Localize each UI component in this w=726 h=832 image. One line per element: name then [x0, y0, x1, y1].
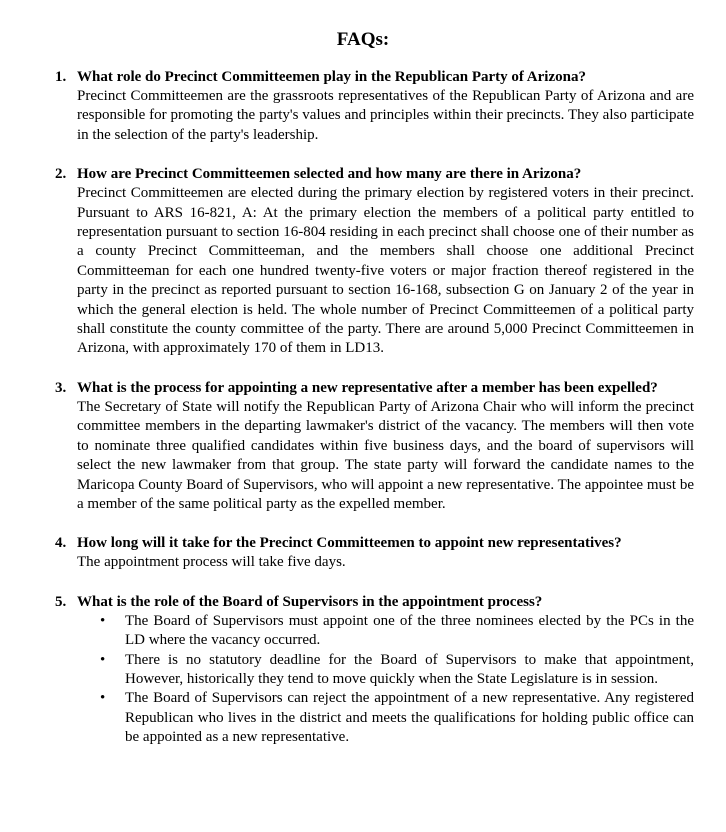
faq-item	[0, 534, 726, 572]
bullet-icon: •	[100, 651, 106, 668]
faq-question: What role do Precinct Committeemen play in the Republican Party of Arizona?	[77, 69, 586, 85]
faq-number: 2.	[55, 166, 67, 183]
faq-number: 1.	[55, 69, 67, 85]
faq-item	[0, 593, 726, 748]
faq-number: 4.	[55, 535, 67, 552]
faq-answer: Precinct Committeemen are the grassroots representatives of the Republican Party of Arizona and are responsible for promoting the party's values and principles within their precincts. They also participate in the selection of the party's leadership.	[77, 88, 694, 143]
list-item	[77, 651, 694, 690]
faq-item	[0, 165, 726, 359]
faq-item	[0, 68, 726, 145]
list-item-text: The Board of Supervisors must appoint one of the three nominees elected by the PCs in the LD where the vacancy occurred.	[125, 612, 694, 649]
faq-list	[0, 51, 726, 748]
faq-answer: The Secretary of State will notify the Republican Party of Arizona Chair who will inform the precinct committee members in the departing lawmaker's district of the vacancy. The members will then vote to nominate three qualified candidates within five business days, and the board of supervisors will select the new lawmaker from that group. The state party will forward the candidate names to the Maricopa County Board of Supervisors, who will appoint a new representative. The appointee must be a member of the same political party as the expelled member.	[77, 398, 694, 512]
bullet-icon: •	[100, 612, 106, 629]
faq-item	[0, 379, 726, 514]
faq-question: How are Precinct Committeemen selected and how many are there in Arizona?	[77, 166, 582, 183]
page-title: FAQs:	[336, 29, 390, 50]
faq-answer: Precinct Committeemen are elected during the primary election by registered voters in their precinct. Pursuant to ARS 16-821, A: At the primary election the members of a political party entitled to representation pursuant to section 16-804 residing in each precinct shall choose one of their number as a county Precinct Committeeman, and the members shall choose one additional Precinct Committeeman for each one hundred twenty-five voters or major fraction thereof registered in the party in the precinct as reported pursuant to section 16-168, subsection G on January 2 of the year in which the general election is held. The whole number of Precinct Committeemen of a political party shall constitute the county committee of the party. There are around 5,000 Precinct Committeemen in Arizona, with approximately 170 of them in LD13.	[77, 185, 694, 357]
faq-number: 3.	[55, 379, 67, 396]
faq-answer: The appointment process will take five days.	[77, 554, 346, 571]
list-item	[77, 689, 694, 747]
faq-question: What is the process for appointing a new representative after a member has been expelled?	[77, 379, 658, 396]
faq-question: What is the role of the Board of Supervisors in the appointment process?	[77, 593, 543, 610]
bullet-icon: •	[100, 690, 106, 707]
faq-question: How long will it take for the Precinct Committeemen to appoint new representatives?	[77, 535, 622, 552]
list-item-text: The Board of Supervisors can reject the appointment of a new representative. Any registered Republican who lives in the district and meets the qualifications for holding public office can be appointed as a new representative.	[125, 690, 694, 746]
list-item	[77, 612, 694, 651]
faq-bullet-list	[77, 612, 694, 748]
faq-number: 5.	[55, 593, 67, 610]
list-item-text: There is no statutory deadline for the Board of Supervisors to make that appointment, However, historically they tend to move quickly when the State Legislature is in session.	[125, 651, 694, 687]
